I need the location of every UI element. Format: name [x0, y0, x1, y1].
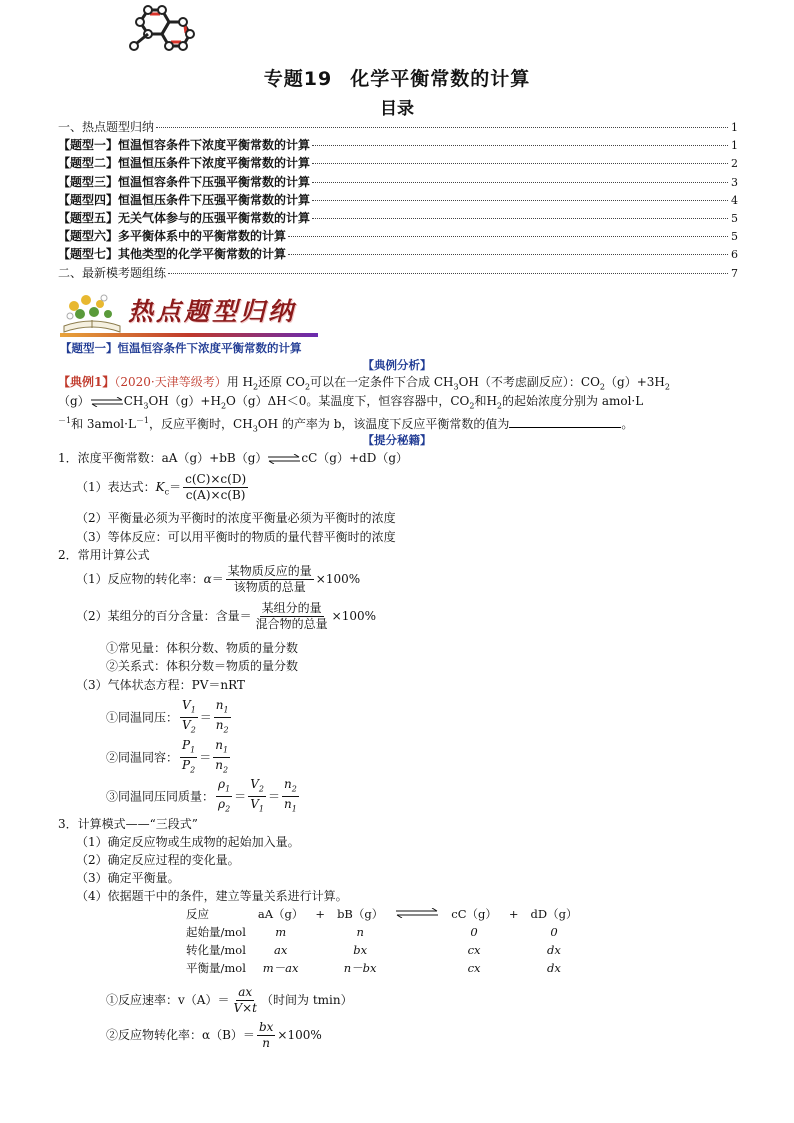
toc-item[interactable] — [58, 246, 738, 264]
toc-item[interactable] — [58, 192, 738, 210]
tips-point-3-1: （1）确定反应物或生成物的起始加入量。 — [76, 835, 300, 849]
toc-item[interactable] — [58, 210, 738, 228]
toc-page-number: 7 — [731, 266, 738, 280]
equilibrium-arrow-icon — [395, 908, 439, 918]
book-flowers-icon — [60, 292, 124, 334]
table-row — [180, 941, 583, 959]
table-row — [180, 923, 583, 941]
table-cell: + — [315, 907, 326, 921]
answer-blank[interactable] — [509, 427, 621, 428]
page-title — [0, 64, 794, 91]
title-text: 化学平衡常数的计算 — [350, 68, 531, 90]
tips-point-1-2: （2）平衡量必须为平衡时的浓度平衡量必须为平衡时的浓度 — [76, 511, 396, 525]
toc-page-number: 3 — [731, 175, 738, 189]
toc-leader — [288, 254, 728, 255]
example-line-2: （g） $CH_3OH(g)+H_2O(g)\Delta H<0$。某温度下，恒容容器中，$CO_2$和$H_2$的起始浓度分别为 amol·L — [58, 394, 644, 411]
example-source: （2020·天津等级考） — [114, 375, 227, 389]
content-formula: （2）某组分的百分含量：含量＝ $\frac{\text{某组分的量}}{\text{混合物的总量}}$ ×100% — [76, 601, 377, 631]
tips-point-2-2a: ①常见量：体积分数、物质的量分数 — [106, 641, 299, 655]
toc-item-text: 【题型二】恒温恒压条件下浓度平衡常数的计算 — [58, 156, 311, 171]
toc-leader — [312, 200, 728, 201]
title-number: 专题19 — [263, 68, 333, 90]
toc-item-text: 一、热点题型归纳 — [58, 120, 155, 134]
table-cell: ax — [273, 943, 288, 957]
toc-item[interactable] — [58, 265, 738, 283]
table-cell: 0 — [550, 925, 558, 939]
toc-leader — [312, 145, 728, 146]
table-cell: m — [275, 925, 287, 939]
example-line-3: $^{-1}$和 $3amol\cdot L^{-1}$，反应平衡时，$CH_3OH$ 的产率为 b，该温度下反应平衡常数的值为 。 — [58, 416, 634, 434]
toc-item-text: 【题型六】多平衡体系中的平衡常数的计算 — [58, 229, 287, 244]
table-of-contents — [58, 119, 738, 283]
tips-point-1-3: （3）等体反应：可以用平衡时的物质的量代替平衡时的浓度 — [76, 530, 396, 544]
tips-heading: 【提分秘籍】 — [362, 433, 432, 447]
example-line-1: 【典例1】（2020·天津等级考）用 $H_2$还原 $CO_2$可以在一定条件下合成 $CH_3OH$（不考虑副反应）：$CO_2(g)+3H_2$ — [58, 375, 670, 392]
rate-formula: ①反应速率：v（A）＝ $\frac{ax}{V\times t}$ （时间为 tmin） — [106, 985, 353, 1015]
toc-page-number: 6 — [731, 248, 738, 262]
table-cell — [389, 923, 445, 941]
table-cell: + — [508, 907, 519, 921]
section-heading: 【题型一】恒温恒容条件下浓度平衡常数的计算 — [60, 341, 302, 355]
table-cell: cx — [467, 961, 481, 975]
toc-heading: 目录 — [380, 99, 414, 119]
toc-item-text: 【题型四】恒温恒压条件下压强平衡常数的计算 — [58, 192, 311, 207]
table-cell: 转化量/mol — [186, 943, 246, 957]
toc-page-number: 1 — [731, 139, 738, 153]
toc-item[interactable] — [58, 228, 738, 246]
table-cell — [389, 959, 445, 977]
toc-item[interactable] — [58, 174, 738, 192]
table-cell — [389, 941, 445, 959]
table-cell: 起始量/mol — [186, 925, 246, 939]
table-row — [180, 905, 583, 923]
table-cell: aA（g） — [257, 907, 304, 921]
equilibrium-arrow-icon — [90, 397, 124, 407]
table-cell — [503, 923, 525, 941]
toc-leader — [312, 218, 728, 219]
tips-point-2-2b: ②关系式：体积分数＝物质的量分数 — [106, 659, 299, 673]
kc-expression: （1）表达式：$K_c=$ $\frac{c(C)\times c(D)}{c(A)\times c(B)}$ — [76, 472, 247, 502]
tips-point-3-4: （4）依据题干中的条件，建立等量关系进行计算。 — [76, 889, 348, 903]
table-cell: dx — [547, 961, 561, 975]
table-cell — [309, 923, 331, 941]
table-row — [180, 959, 583, 977]
toc-item-text: 【题型三】恒温恒容条件下压强平衡常数的计算 — [58, 174, 311, 189]
toc-page-number: 4 — [731, 193, 738, 207]
conversion-formula: （1）反应物的转化率：α＝ $\frac{\text{某物质反应的量}}{\text{该物质的总量}}$ ×100% — [76, 564, 361, 594]
table-cell — [309, 941, 331, 959]
table-cell: dD（g） — [530, 907, 578, 921]
toc-page-number: 1 — [731, 121, 738, 134]
toc-item-text: 【题型七】其他类型的化学平衡常数的计算 — [58, 247, 287, 262]
table-cell: 平衡量/mol — [186, 961, 246, 975]
toc-item[interactable] — [58, 155, 738, 173]
table-cell — [309, 959, 331, 977]
table-cell: m－ax — [262, 961, 299, 975]
toc-item-text: 【题型一】恒温恒容条件下浓度平衡常数的计算 — [58, 138, 311, 153]
isothermal-isobaric: ①同温同压： $\frac{V_1}{V_2}$ ＝ $\frac{n_1}{n_2}$ — [106, 698, 229, 735]
example-tag: 【典例1】 — [58, 375, 115, 389]
toc-item-text: 二、最新模考题组练 — [58, 265, 167, 280]
isothermal-isochoric: ②同温同容： $\frac{P_1}{P_2}$ ＝ $\frac{n_1}{n_2}$ — [106, 738, 229, 775]
same-mass-relation: ③同温同压同质量： $\frac{\rho_1}{\rho_2}$ ＝ $\frac{V_2}{V_1}$ ＝ $\frac{n_2}{n_1}$ — [106, 777, 297, 814]
table-cell — [503, 959, 525, 977]
three-stage-table — [180, 905, 583, 977]
toc-leader — [312, 163, 728, 164]
toc-page-number: 5 — [731, 230, 738, 244]
table-cell: 0 — [470, 925, 478, 939]
table-cell: dx — [547, 943, 561, 957]
table-cell: n－bx — [343, 961, 377, 975]
table-cell — [389, 905, 445, 923]
banner-underline — [60, 333, 318, 337]
toc-item[interactable] — [58, 137, 738, 155]
equilibrium-arrow-icon — [267, 454, 301, 464]
toc-page-number: 5 — [731, 212, 738, 226]
tips-point-3: 3．计算模式——“三段式” — [58, 817, 198, 831]
table-cell: bx — [353, 943, 368, 957]
table-cell: 反应 — [186, 907, 209, 921]
tips-point-3-3: （3）确定平衡量。 — [76, 871, 180, 885]
toc-leader — [168, 273, 728, 274]
toc-leader — [156, 127, 728, 128]
toc-item[interactable] — [58, 119, 738, 137]
tips-point-3-2: （2）确定反应过程的变化量。 — [76, 853, 240, 867]
banner-title: 热点题型归纳 — [128, 297, 297, 326]
toc-page-number: 2 — [731, 157, 738, 171]
toc-item-text: 【题型五】无关气体参与的压强平衡常数的计算 — [58, 211, 311, 226]
toc-leader — [288, 236, 728, 237]
example-heading: 【典例分析】 — [362, 358, 432, 372]
tips-point-1: 1．浓度平衡常数：aA（g）+bB（g） cC（g）+dD（g） — [58, 451, 408, 465]
conversion-rate-formula: ②反应物转化率：α（B）＝ $\frac{bx}{n}$ ×100% — [106, 1020, 322, 1050]
table-cell: cx — [467, 943, 481, 957]
tips-point-2: 2．常用计算公式 — [58, 548, 150, 562]
molecule-logo-icon — [126, 2, 196, 62]
table-cell: bB（g） — [337, 907, 384, 921]
toc-leader — [312, 182, 728, 183]
table-cell: cC（g） — [451, 907, 497, 921]
table-cell: n — [356, 925, 364, 939]
table-cell — [503, 941, 525, 959]
tips-point-2-3: （3）气体状态方程：PV＝nRT — [76, 678, 245, 692]
